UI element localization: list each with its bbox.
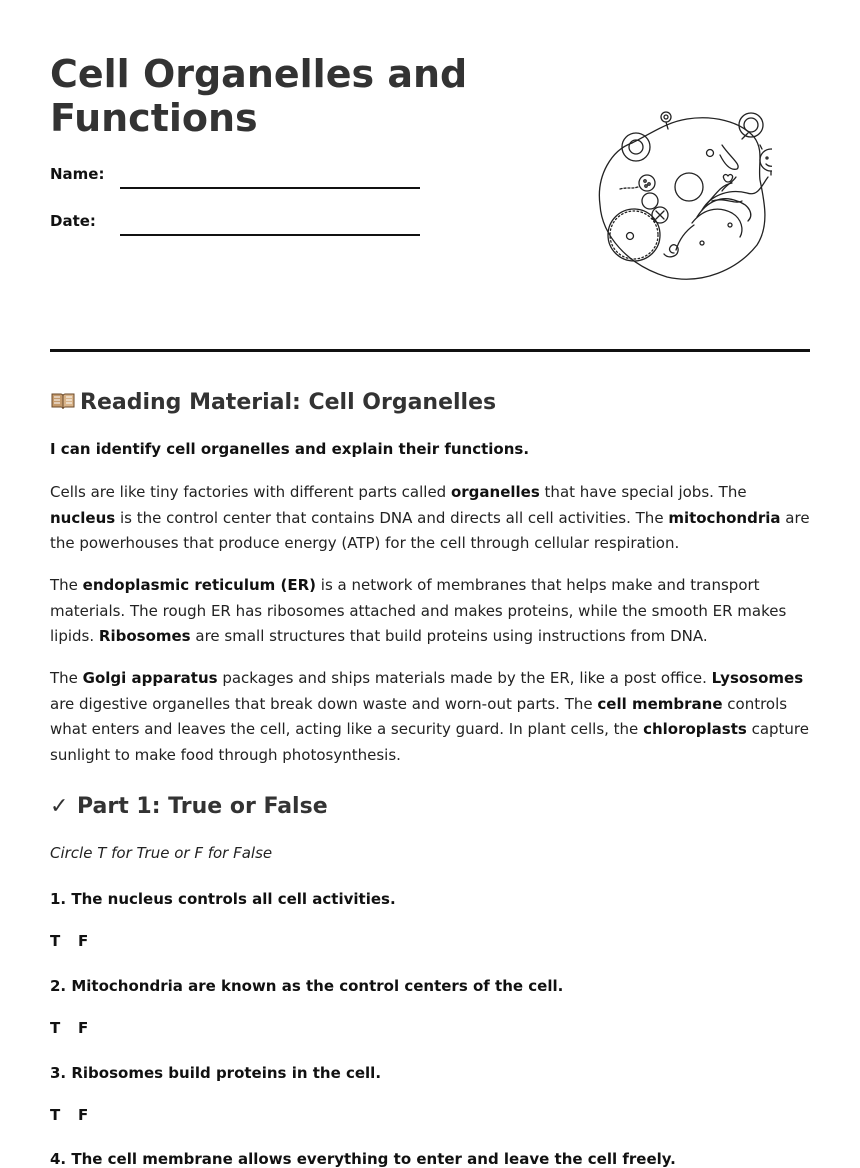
date-field[interactable]: [120, 234, 420, 236]
question-1: 1. The nucleus controls all cell activities.: [50, 890, 396, 908]
part1-instructions: Circle T for True or F for False: [50, 844, 273, 862]
lysosome-shape: [760, 149, 772, 171]
learning-goal: I can identify cell organelles and explain their functions.: [50, 440, 530, 458]
part1-heading-text: Part 1: True or False: [77, 794, 328, 819]
reading-paragraph-2: The endoplasmic reticulum (ER) is a network of membranes that helps make and transport materials. The rough ER has ribosomes attached and makes proteins, while the smooth ER makes lipids. Ribosomes are small structures that build proteins using instructions from DNA.: [50, 576, 787, 645]
nucleus-shape: [675, 173, 703, 201]
name-field[interactable]: [120, 187, 420, 189]
reading-paragraph-3: The Golgi apparatus packages and ships materials made by the ER, like a post office. Lysosomes are digestive organelles that break down waste and worn-out parts. The cell membrane controls what enters and leaves the cell, acting like a security guard. In plant cells, the chloroplasts capture sunlight to make food through photosynthesis.: [50, 669, 809, 764]
header-divider: [50, 349, 810, 352]
question-2: 2. Mitochondria are known as the control centers of the cell.: [50, 977, 564, 995]
true-option[interactable]: T: [50, 932, 61, 950]
question-4: 4. The cell membrane allows everything to enter and leave the cell freely.: [50, 1150, 676, 1168]
organelle-circle-top: [622, 133, 650, 161]
false-option[interactable]: F: [78, 1106, 89, 1124]
date-label: Date:: [50, 212, 96, 230]
question-3: 3. Ribosomes build proteins in the cell.: [50, 1064, 382, 1082]
open-book-icon: [50, 390, 80, 415]
part1-heading: [50, 794, 328, 819]
answer-choices-1: [50, 932, 106, 950]
false-option[interactable]: F: [78, 932, 89, 950]
false-option[interactable]: F: [78, 1019, 89, 1037]
cell-illustration: [572, 105, 772, 285]
worksheet-title: Cell Organelles and Functions: [50, 52, 468, 140]
reading-heading-text: Reading Material: Cell Organelles: [80, 390, 497, 415]
true-option[interactable]: T: [50, 1106, 61, 1124]
reading-heading: [50, 390, 496, 415]
answer-choices-2: [50, 1019, 106, 1037]
true-option[interactable]: T: [50, 1019, 61, 1037]
check-mark-icon: ✓: [50, 794, 69, 819]
name-label: Name:: [50, 165, 105, 183]
answer-choices-3: [50, 1106, 106, 1124]
reading-paragraph-1: Cells are like tiny factories with different parts called organelles that have special jobs. The nucleus is the control center that contains DNA and directs all cell activities. The mitochondria are the powerhouses that produce energy (ATP) for the cell through cellular respiration.: [50, 483, 810, 552]
